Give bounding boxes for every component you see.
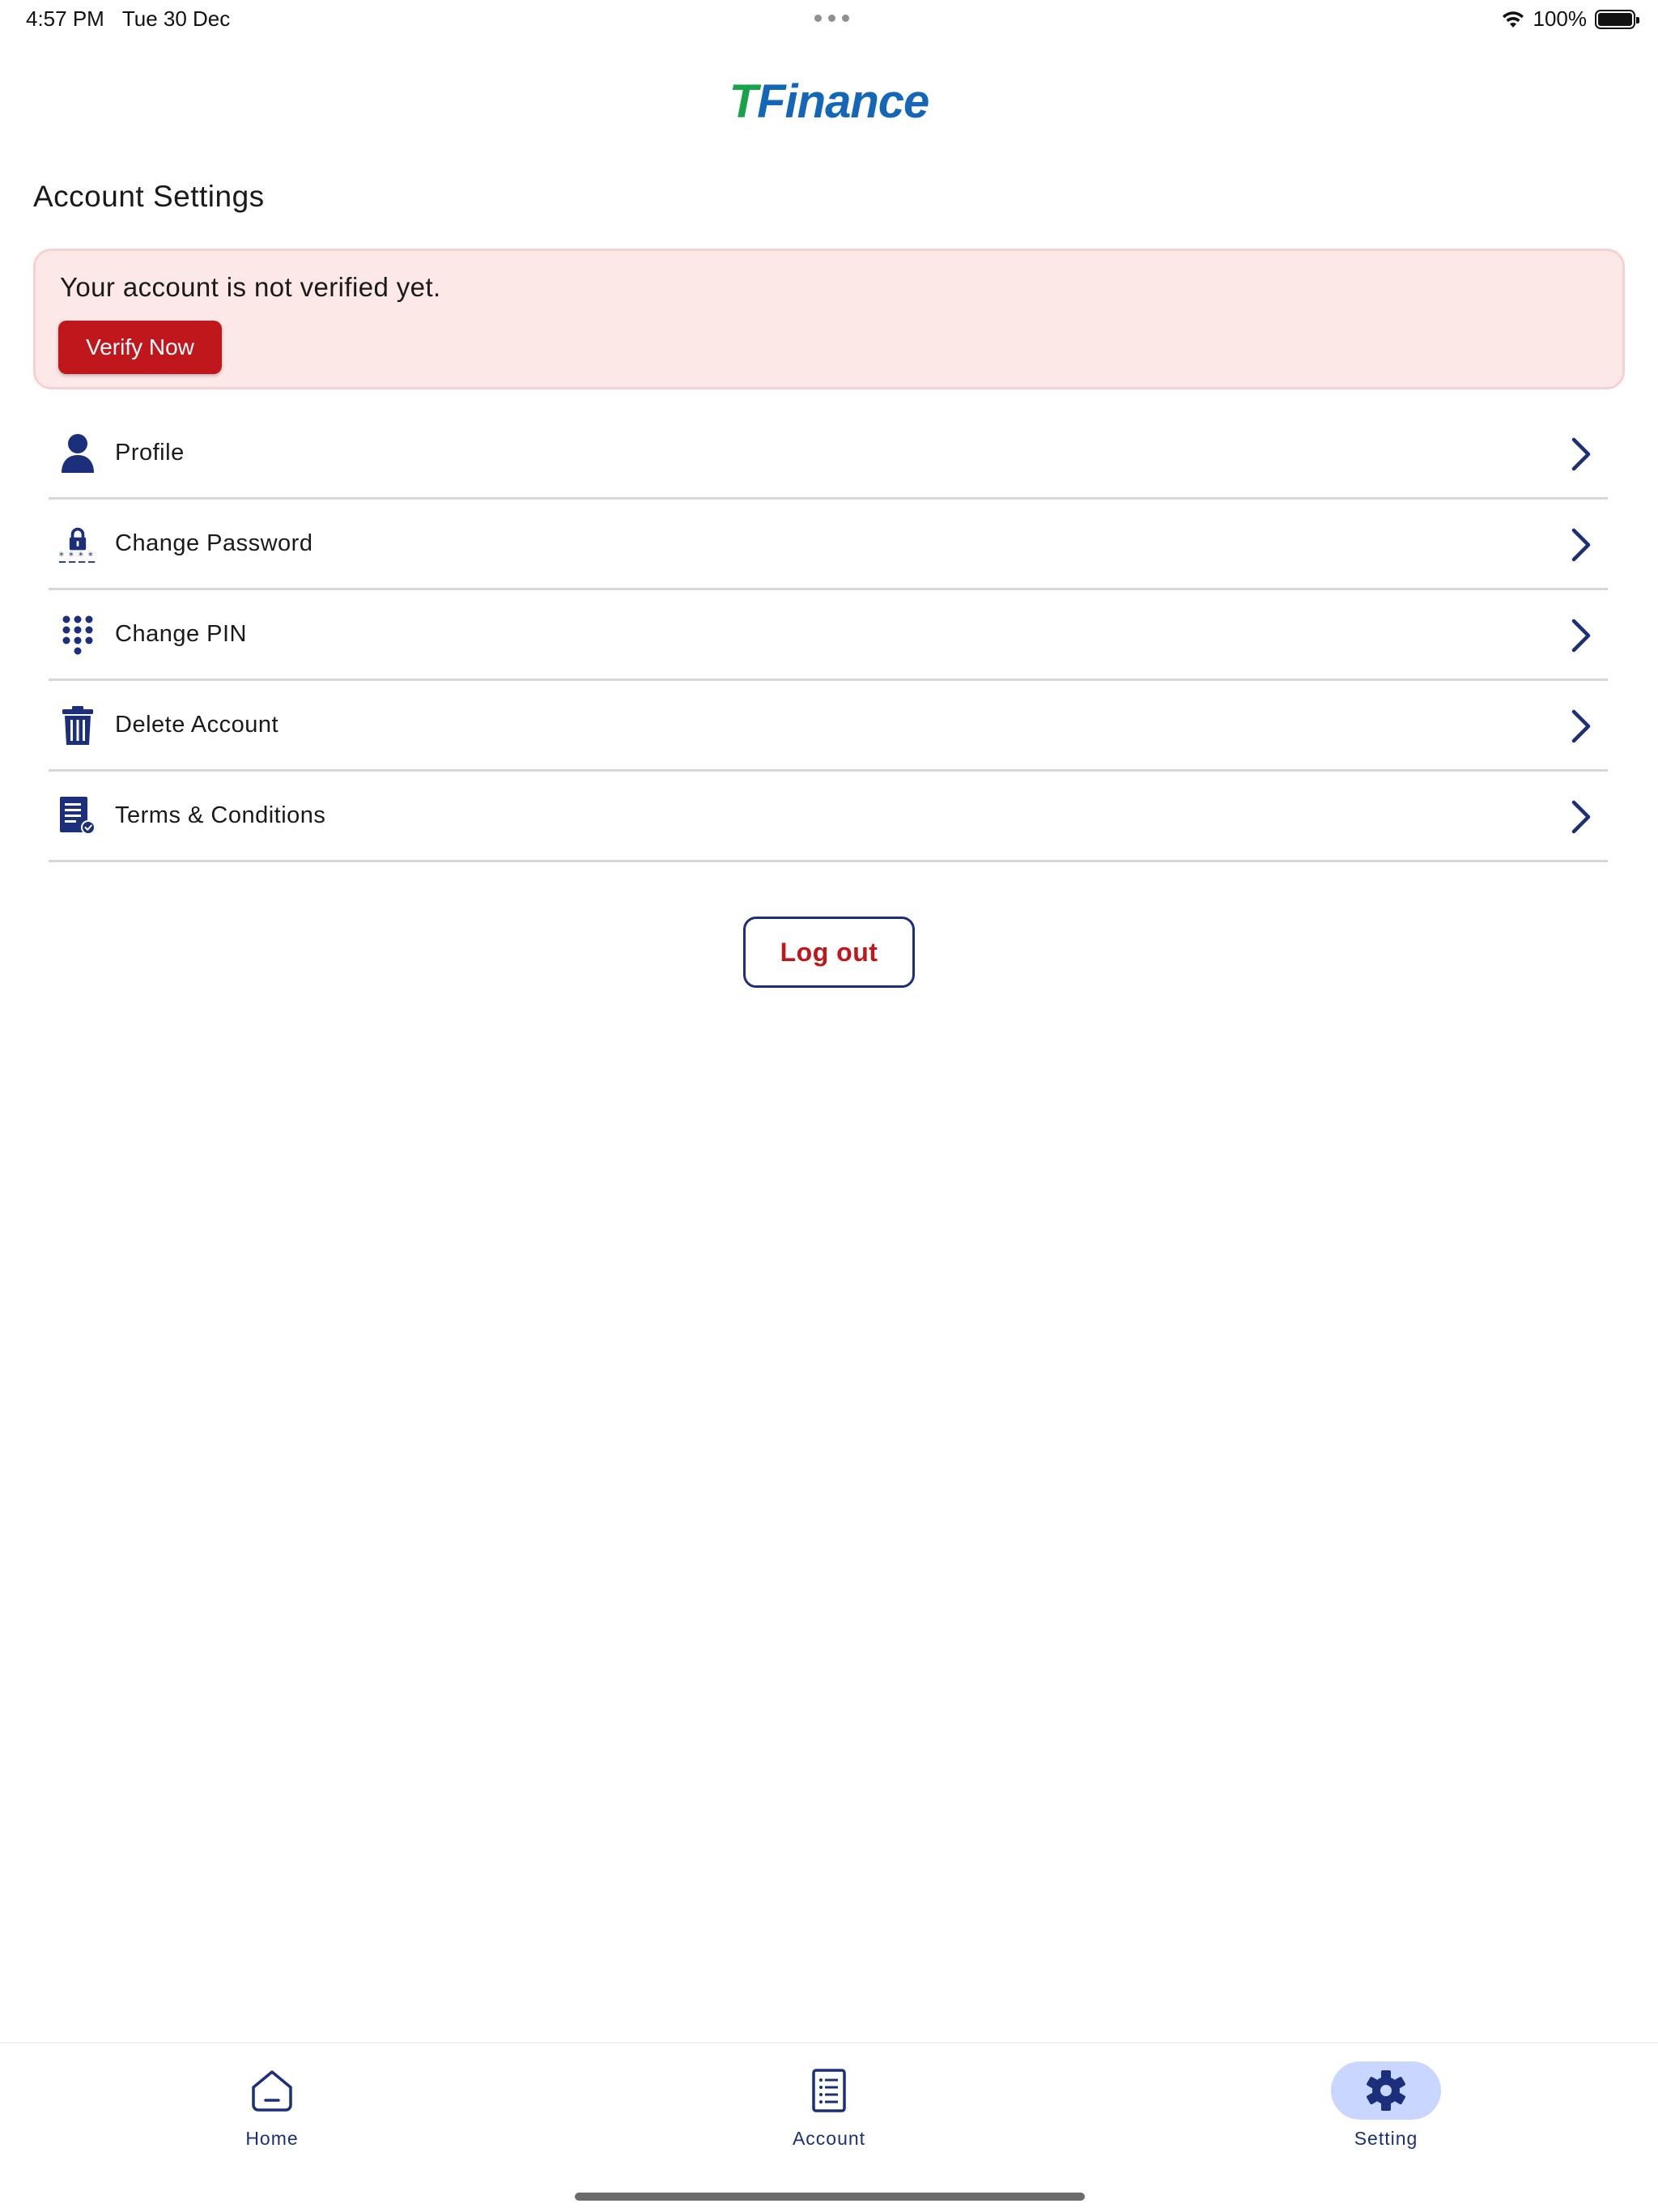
user-icon: [58, 431, 97, 476]
nav-label-setting: Setting: [1354, 2128, 1418, 2149]
status-date: Tue 30 Dec: [121, 6, 231, 31]
menu-item-delete-account[interactable]: [49, 681, 1608, 772]
logo-part-finance: Finance: [757, 75, 929, 128]
menu-label-change-pin: Change PIN: [115, 621, 247, 647]
list-document-icon: [811, 2068, 847, 2113]
wifi-icon: [1501, 10, 1525, 29]
nav-tab-home[interactable]: [191, 2061, 353, 2150]
chevron-right-icon: [1569, 527, 1593, 563]
keypad-icon: [58, 612, 97, 657]
svg-text:*: *: [87, 549, 93, 561]
status-bar: [0, 0, 1658, 39]
nav-label-home: Home: [245, 2128, 299, 2149]
menu-item-profile[interactable]: [49, 409, 1608, 500]
menu-label-terms-conditions: Terms & Conditions: [115, 802, 326, 828]
chevron-right-icon: [1569, 799, 1593, 835]
document-check-icon: [58, 793, 97, 839]
nav-home-icon-wrap: [217, 2061, 327, 2120]
gear-icon: [1364, 2069, 1408, 2112]
menu-label-delete-account: Delete Account: [115, 712, 279, 738]
home-indicator[interactable]: [575, 2193, 1085, 2201]
nav-label-account: Account: [792, 2128, 866, 2149]
svg-text:*: *: [68, 549, 74, 561]
chevron-right-icon: [1569, 708, 1593, 744]
nav-tab-account[interactable]: [748, 2061, 910, 2150]
battery-icon: [1595, 10, 1635, 29]
nav-tab-setting[interactable]: [1305, 2061, 1467, 2150]
chevron-right-icon: [1569, 436, 1593, 472]
menu-item-change-password[interactable]: [49, 500, 1608, 590]
home-icon: [249, 2068, 295, 2113]
status-time: 4:57 PM: [26, 6, 104, 31]
bottom-navigation: [0, 2042, 1658, 2212]
app-logo: [0, 74, 1658, 129]
verification-banner: [33, 249, 1625, 389]
nav-setting-icon-wrap: [1331, 2061, 1441, 2120]
logo-part-t: T: [729, 75, 758, 128]
svg-text:*: *: [78, 549, 83, 561]
chevron-right-icon: [1569, 618, 1593, 653]
menu-item-change-pin[interactable]: [49, 590, 1608, 681]
trash-icon: [58, 703, 97, 748]
menu-item-terms-conditions[interactable]: [49, 772, 1608, 862]
settings-menu: [49, 409, 1608, 862]
verify-now-button[interactable]: Verify Now: [58, 321, 222, 374]
menu-label-change-password: Change Password: [115, 530, 313, 556]
nav-account-icon-wrap: [774, 2061, 884, 2120]
status-indicators: [1501, 6, 1636, 32]
lock-password-icon: [58, 521, 97, 567]
multitasking-dots-icon[interactable]: [814, 15, 849, 22]
battery-percent: 100%: [1533, 6, 1587, 31]
menu-label-profile: Profile: [115, 440, 185, 466]
svg-text:*: *: [58, 549, 64, 561]
logout-button[interactable]: Log out: [743, 917, 915, 988]
page-title: Account Settings: [33, 180, 265, 213]
verification-message: Your account is not verified yet.: [60, 272, 441, 302]
status-time-date: [26, 6, 230, 32]
